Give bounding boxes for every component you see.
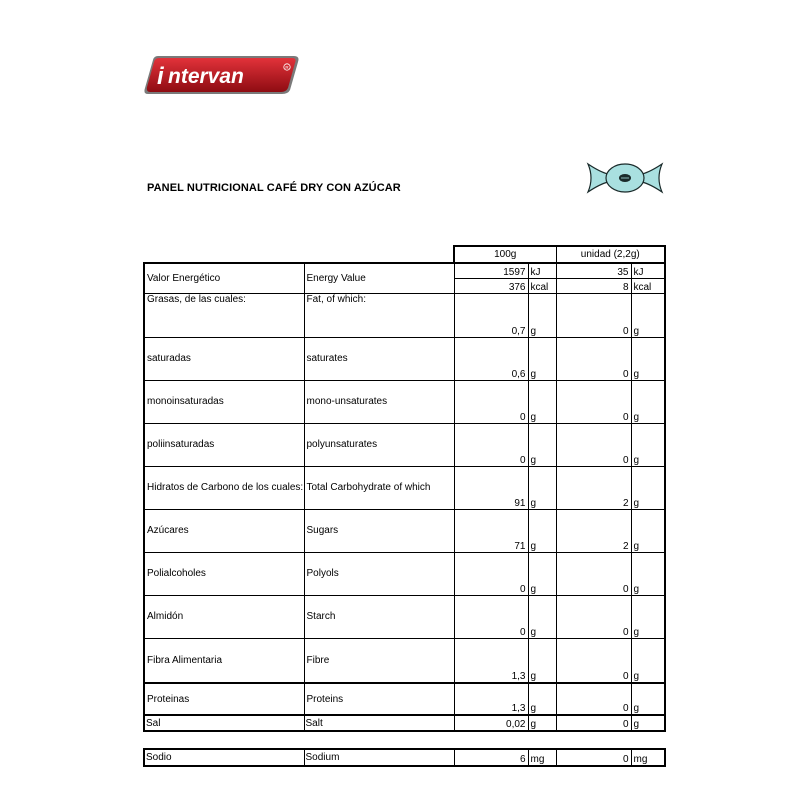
candy-icon [586,160,664,196]
table-row [144,423,665,466]
energy-kj-100: 1597 [454,263,528,278]
energy-kj-unit: kJ [528,263,556,278]
table-row [144,715,665,731]
row-unit-100g: g [528,337,556,380]
row-value-portion: 0 [556,595,631,638]
row-value-portion: 0 [556,423,631,466]
row-label-en: Polyols [304,552,454,595]
energy-kj-portion: 35 [556,263,631,278]
row-value-100g: 0,6 [454,337,528,380]
page-title: PANEL NUTRICIONAL CAFÉ DRY CON AZÚCAR [147,182,401,194]
row-label-en: Salt [304,715,454,731]
row-unit-portion: g [631,595,665,638]
row-unit-100g: g [528,552,556,595]
row-value-100g: 91 [454,466,528,509]
row-unit-100g: g [528,683,556,715]
energy-label-en: Energy Value [304,263,454,293]
energy-kcal-portion: 8 [556,278,631,293]
row-value-100g: 0 [454,552,528,595]
svg-text:i: i [157,63,164,90]
row-unit-100g: g [528,380,556,423]
row-label-es: Fibra Alimentaria [144,638,304,683]
row-unit-portion: g [631,715,665,731]
sodium-unit-portion: mg [631,749,665,766]
row-label-en: Proteins [304,683,454,715]
row-unit-100g: g [528,466,556,509]
row-value-100g: 0 [454,595,528,638]
sodium-value-100g: 6 [454,749,528,766]
sodium-label-es: Sodio [144,749,304,766]
row-unit-portion: g [631,293,665,337]
row-label-es: Sal [144,715,304,731]
row-value-portion: 0 [556,715,631,731]
table-row [144,749,665,766]
row-unit-portion: g [631,683,665,715]
sodium-label-en: Sodium [304,749,454,766]
row-label-es: poliinsaturadas [144,423,304,466]
table-row [144,263,665,278]
sodium-unit-100g: mg [528,749,556,766]
row-label-es: Azúcares [144,509,304,552]
sodium-value-portion: 0 [556,749,631,766]
row-label-en: Fibre [304,638,454,683]
row-label-es: Hidratos de Carbono de los cuales: [144,466,304,509]
row-value-100g: 0 [454,423,528,466]
header-100g: 100g [454,246,556,262]
svg-text:ntervan: ntervan [168,65,244,88]
row-value-portion: 0 [556,683,631,715]
table-row [144,337,665,380]
row-unit-100g: g [528,293,556,337]
energy-kcal-unit: kcal [528,278,556,293]
row-label-es: saturadas [144,337,304,380]
svg-text:R: R [285,64,289,70]
portion-header-table [453,245,666,263]
row-label-es: Grasas, de las cuales: [144,293,304,337]
row-value-100g: 1,3 [454,638,528,683]
energy-kcal-unit-portion: kcal [631,278,665,293]
row-unit-100g: g [528,509,556,552]
energy-label-es: Valor Energético [144,263,304,293]
row-unit-100g: g [528,595,556,638]
sodium-table [143,748,666,767]
row-label-en: saturates [304,337,454,380]
row-value-portion: 0 [556,380,631,423]
row-unit-100g: g [528,638,556,683]
row-label-en: Fat, of which: [304,293,454,337]
row-unit-portion: g [631,509,665,552]
row-value-portion: 0 [556,552,631,595]
row-value-100g: 1,3 [454,683,528,715]
header-unit: unidad (2,2g) [556,246,665,262]
table-row [144,380,665,423]
row-value-portion: 2 [556,509,631,552]
table-row [144,552,665,595]
row-unit-portion: g [631,638,665,683]
table-row [144,509,665,552]
row-unit-portion: g [631,380,665,423]
row-label-en: Total Carbohydrate of which [304,466,454,509]
nutrition-table [143,262,666,732]
row-value-100g: 0,02 [454,715,528,731]
row-unit-portion: g [631,466,665,509]
row-label-en: Sugars [304,509,454,552]
table-row [144,293,665,337]
row-value-portion: 0 [556,638,631,683]
row-label-en: mono-unsaturates [304,380,454,423]
row-unit-100g: g [528,715,556,731]
table-row [144,638,665,683]
row-value-100g: 0 [454,380,528,423]
table-row [144,595,665,638]
row-label-es: Polialcoholes [144,552,304,595]
row-unit-portion: g [631,552,665,595]
table-row [144,683,665,715]
row-value-portion: 0 [556,293,631,337]
row-unit-100g: g [528,423,556,466]
row-value-100g: 71 [454,509,528,552]
row-value-portion: 2 [556,466,631,509]
energy-kcal-100: 376 [454,278,528,293]
row-label-es: monoinsaturadas [144,380,304,423]
row-label-en: polyunsaturates [304,423,454,466]
row-unit-portion: g [631,337,665,380]
row-value-100g: 0,7 [454,293,528,337]
row-unit-portion: g [631,423,665,466]
table-row [144,466,665,509]
row-value-portion: 0 [556,337,631,380]
intervan-logo [144,54,300,96]
row-label-es: Proteinas [144,683,304,715]
row-label-es: Almidón [144,595,304,638]
row-label-en: Starch [304,595,454,638]
energy-kj-unit-portion: kJ [631,263,665,278]
